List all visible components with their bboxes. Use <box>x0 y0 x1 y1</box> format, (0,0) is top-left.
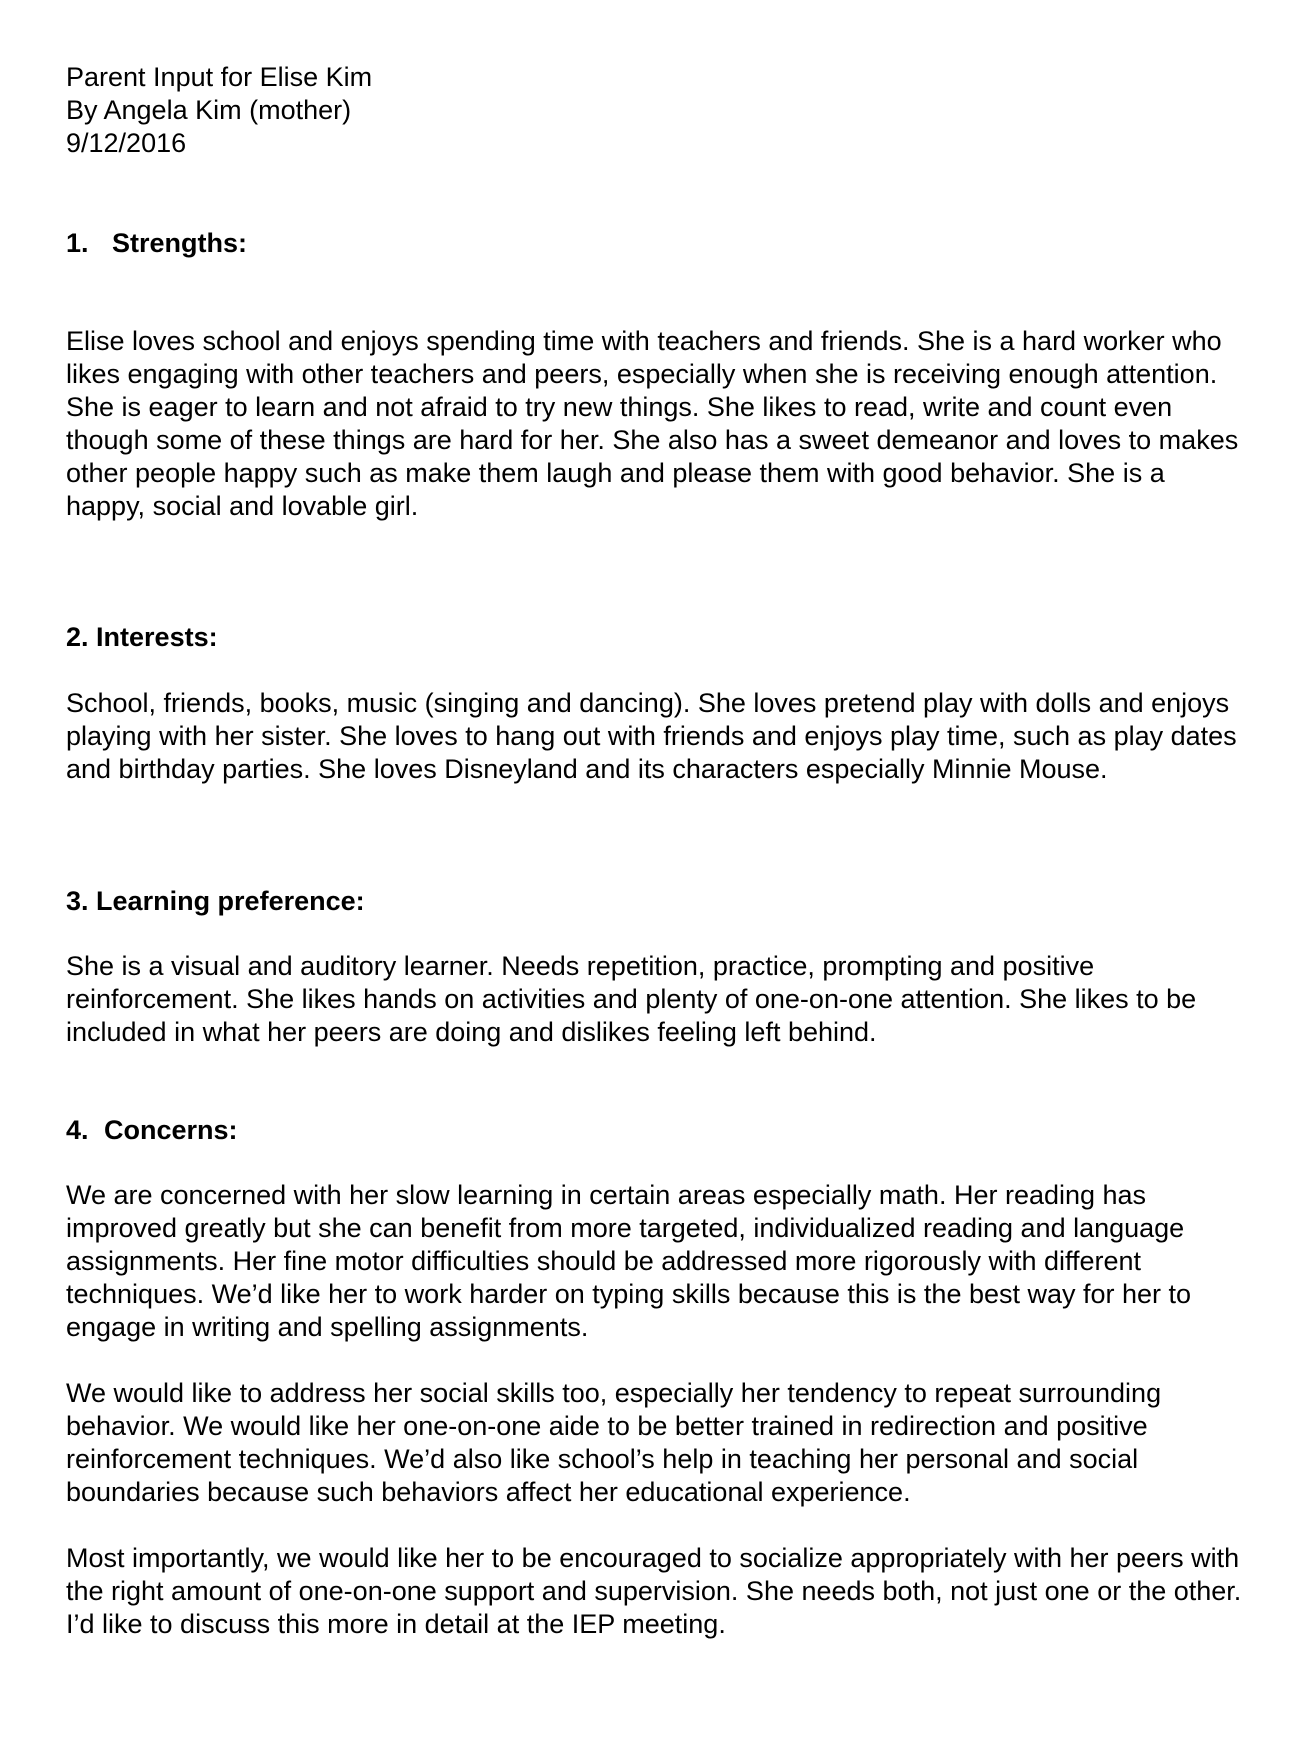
section-number: 3. <box>66 886 89 916</box>
section-title: Learning preference: <box>96 886 365 916</box>
section-heading-learning-preference <box>66 885 365 918</box>
section-paragraph: Most importantly, we would like her to be encouraged to socialize appropriately with her peers with the right amount of one-on-one support and supervision. She needs both, not just one or the other. I’d like to discuss this more in detail at the IEP meeting. <box>66 1543 1242 1639</box>
section-title: Strengths: <box>112 228 247 258</box>
section-heading-strengths <box>66 227 247 260</box>
document-title: Parent Input for Elise Kim <box>66 62 373 92</box>
document-date: 9/12/2016 <box>66 128 187 158</box>
section-heading-interests <box>66 621 218 654</box>
section-title: Concerns: <box>104 1115 238 1145</box>
section-number: 4. <box>66 1115 89 1145</box>
section-title: Interests: <box>96 622 218 652</box>
section-number: 1. <box>66 228 89 258</box>
section-number: 2. <box>66 622 89 652</box>
section-paragraph: We would like to address her social skills too, especially her tendency to repeat surrounding behavior. We would like her one-on-one aide to be better trained in redirection and positive reinforcement techniques. We’d also like school’s help in teaching her personal and social boundaries because such behaviors affect her educational experience. <box>66 1378 1162 1507</box>
section-heading-concerns <box>66 1114 238 1147</box>
section-paragraph: She is a visual and auditory learner. Needs repetition, practice, prompting and positive reinforcement. She likes hands on activities and plenty of one-on-one attention. She likes to be included in what her peers are doing and dislikes feeling left behind. <box>66 951 1197 1047</box>
document-author: By Angela Kim (mother) <box>66 95 352 125</box>
section-paragraph: We are concerned with her slow learning in certain areas especially math. Her reading has improved greatly but she can benefit from more targeted, individualized reading and language assignments. Her fine motor difficulties should be addressed more rigorously with different techniques. We’d like her to work harder on typing skills because this is the best way for her to engage in writing and spelling assignments. <box>66 1180 1192 1342</box>
section-paragraph: Elise loves school and enjoys spending time with teachers and friends. She is a hard worker who likes engaging with other teachers and peers, especially when she is receiving enough attention. She is eager to learn and not afraid to try new things. She likes to read, write and count even though some of these things are hard for her. She also has a sweet demeanor and loves to makes other people happy such as make them laugh and please them with good behavior. She is a happy, social and lovable girl. <box>66 326 1239 521</box>
section-paragraph: School, friends, books, music (singing and dancing). She loves pretend play with dolls and enjoys playing with her sister. She loves to hang out with friends and enjoys play time, such as play dates and birthday parties. She loves Disneyland and its characters especially Minnie Mouse. <box>66 688 1237 784</box>
